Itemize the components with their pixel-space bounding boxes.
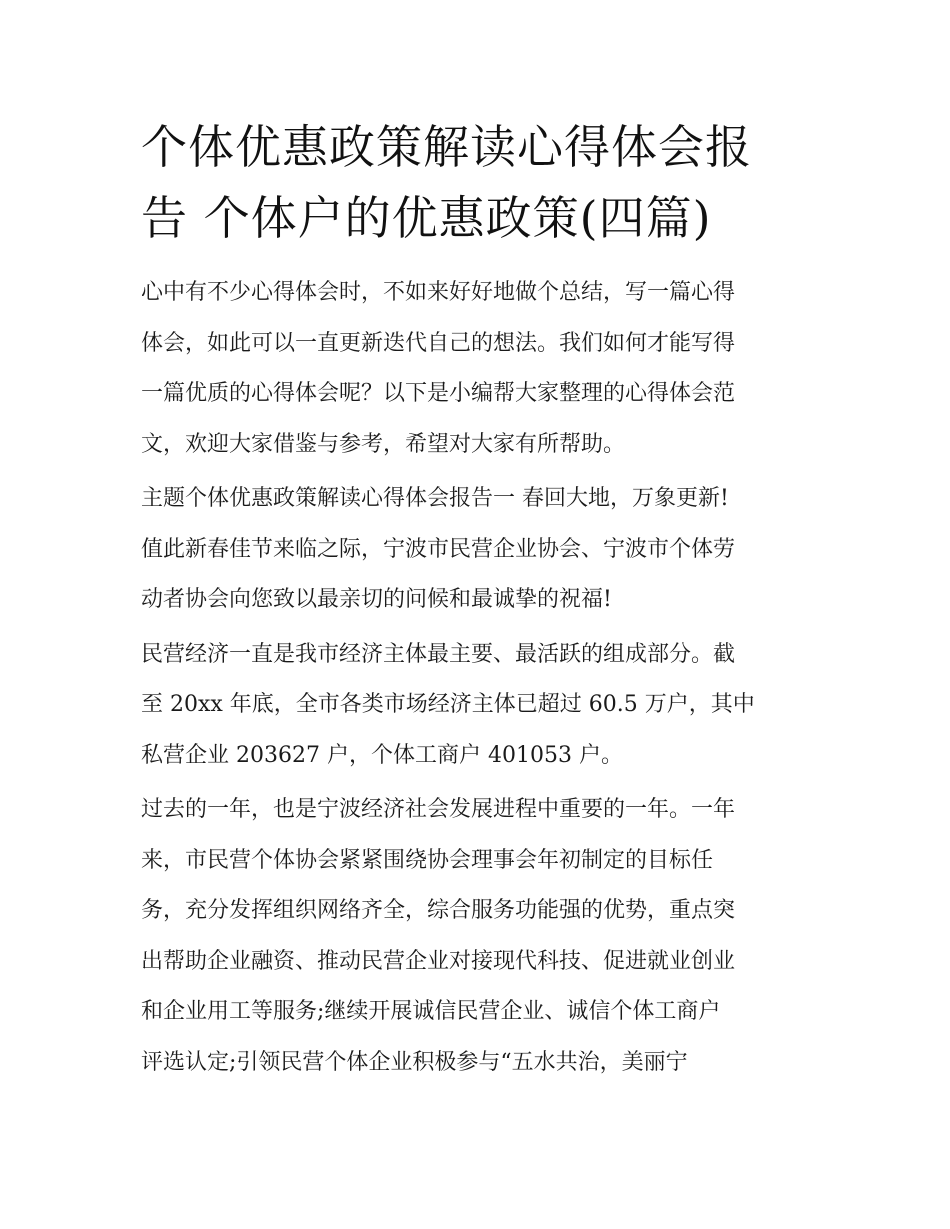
greeting-paragraph <box>141 474 813 626</box>
paragraph-line: 体会，如此可以一直更新迭代自己的想法。我们如何才能写得 <box>141 330 736 356</box>
title-line: 告 个体户的优惠政策(四篇) <box>141 191 712 245</box>
paragraph-line: 至 20xx 年底，全市各类市场经济主体已超过 60.5 万户，其中 <box>141 692 755 717</box>
paragraph-line: 和企业用工等服务;继续开展诚信民营企业、诚信个体工商户 <box>141 999 721 1024</box>
paragraph-line: 一篇优质的心得体会呢？以下是小编帮大家整理的心得体会范 <box>141 381 736 406</box>
document-title <box>141 112 813 254</box>
review-paragraph <box>141 785 813 1088</box>
paragraph-line: 私营企业 203627 户，个体工商户 401053 户。 <box>141 742 623 768</box>
paragraph-line: 文，欢迎大家借鉴与参考，希望对大家有所帮助。 <box>141 431 626 457</box>
intro-paragraph <box>141 268 813 470</box>
paragraph-line: 民营经济一直是我市经济主体最主要、最活跃的组成部分。截 <box>141 641 736 667</box>
document-body <box>141 112 813 1092</box>
statistics-paragraph <box>141 630 813 782</box>
paragraph-line: 心中有不少心得体会时，不如来好好地做个总结，写一篇心得 <box>141 280 736 305</box>
paragraph-line: 过去的一年，也是宁波经济社会发展进程中重要的一年。一年 <box>141 797 736 822</box>
paragraph-line: 值此新春佳节来临之际，宁波市民营企业协会、宁波市个体劳 <box>141 536 736 562</box>
paragraph-line: 主题个体优惠政策解读心得体会报告一 春回大地，万象更新! <box>141 486 729 511</box>
paragraph-line: 动者协会向您致以最亲切的问候和最诚挚的祝福! <box>141 587 612 612</box>
paragraph-line: 来，市民营个体协会紧紧围绕协会理事会年初制定的目标任 <box>141 847 714 873</box>
paragraph-line: 评选认定;引领民营个体企业积极参与“五水共治，美丽宁 <box>141 1049 688 1075</box>
paragraph-line: 出帮助企业融资、推动民营企业对接现代科技、促进就业创业 <box>141 948 736 974</box>
paragraph-line: 务，充分发挥组织网络齐全，综合服务功能强的优势，重点突 <box>141 898 736 923</box>
title-line: 个体优惠政策解读心得体会报 <box>141 120 752 174</box>
